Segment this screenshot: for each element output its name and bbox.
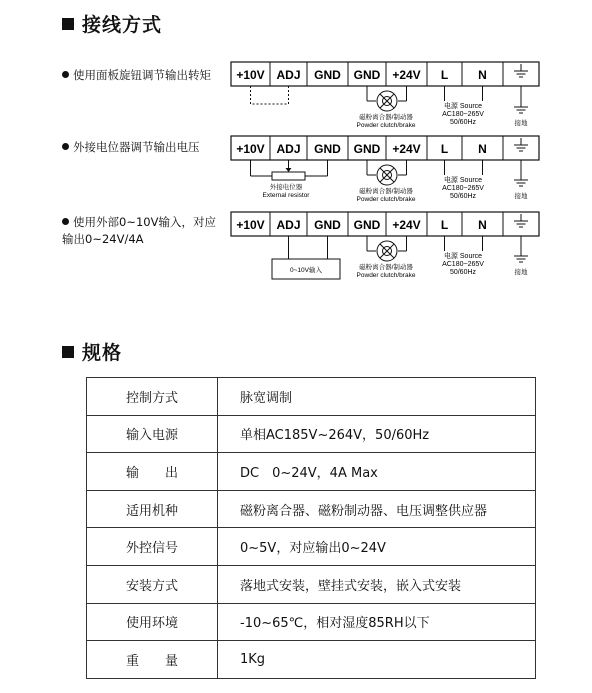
powder-clutch-icon: [377, 165, 397, 185]
table-row: [87, 378, 536, 416]
power-voltage-label: AC180~265V: [442, 111, 484, 118]
ground-icon: [514, 107, 528, 113]
diagram-row-2: [231, 136, 539, 203]
spec-value-cell: 1Kg: [218, 641, 536, 679]
table-row: [87, 490, 536, 528]
wiring-row-3-text-line2: 输出0~24V/4A: [62, 232, 144, 246]
spec-value-cell: 0~5V，对应输出0~24V: [218, 528, 536, 566]
table-row: [87, 603, 536, 641]
spec-key-cell: 安装方式: [87, 565, 218, 603]
spec-key-cell: 外控信号: [87, 528, 218, 566]
terminal-label: L: [440, 218, 449, 232]
load-label-cn: 磁粉离合器/制动器: [359, 188, 413, 195]
wiring-section-title-text: 接线方式: [82, 14, 163, 36]
terminal-label: L: [440, 68, 449, 82]
ground-label: 接地: [514, 120, 528, 127]
power-voltage-label: AC180~265V: [442, 261, 484, 268]
powder-clutch-icon: [377, 241, 397, 261]
terminal-label: +24V: [392, 142, 421, 156]
terminal-label: +24V: [392, 218, 421, 232]
table-row: [87, 641, 536, 679]
external-resistor-label-en: External resistor: [262, 192, 310, 199]
terminal-label: +24V: [392, 68, 421, 82]
spec-key-cell: 重 量: [87, 641, 218, 679]
terminal-label: ADJ: [276, 218, 301, 232]
power-frequency-label: 50/60Hz: [449, 119, 477, 126]
power-voltage-label: AC180~265V: [442, 185, 484, 192]
wiring-row-1-text: 使用面板旋钮调节输出转矩: [73, 68, 211, 82]
terminal-label: ADJ: [276, 68, 301, 82]
power-source-label: 电源 Source: [443, 177, 483, 184]
terminal-label: GND: [353, 68, 381, 82]
table-row: [87, 528, 536, 566]
external-input-label: 0~10V输入: [290, 267, 322, 274]
ground-label: 接地: [514, 193, 528, 200]
diagram-row-1: [231, 62, 539, 129]
terminal-label: +10V: [236, 68, 265, 82]
terminal-label: GND: [314, 68, 341, 82]
wiring-diagrams: [0, 0, 592, 300]
ground-label: 接地: [514, 269, 528, 276]
terminal-label: +10V: [236, 142, 265, 156]
spec-key-cell: 输入电源: [87, 415, 218, 453]
spec-value-cell: 脉宽调制: [218, 378, 536, 416]
diagram-row-3: [231, 212, 539, 279]
ground-icon: [514, 256, 528, 262]
table-row: [87, 415, 536, 453]
table-row: [87, 453, 536, 491]
spec-value-cell: 单相AC185V~264V，50/60Hz: [218, 415, 536, 453]
wiring-row-3-text: 使用外部0~10V输入，对应: [73, 215, 216, 229]
external-resistor-label-cn: 外接电位器: [269, 184, 303, 191]
spec-value-cell: 磁粉离合器、磁粉制动器、电压调整供应器: [218, 490, 536, 528]
spec-section-title-text: 规格: [82, 342, 123, 364]
spec-table: [86, 377, 536, 679]
spec-value-cell: 落地式安装，壁挂式安装，嵌入式安装: [218, 565, 536, 603]
power-source-label: 电源 Source: [443, 103, 483, 110]
terminal-label: GND: [314, 218, 341, 232]
power-frequency-label: 50/60Hz: [449, 193, 477, 200]
terminal-label: N: [478, 68, 487, 82]
terminal-label: GND: [314, 142, 341, 156]
terminal-label: +10V: [236, 218, 265, 232]
table-row: [87, 565, 536, 603]
spec-key-cell: 使用环境: [87, 603, 218, 641]
load-label-en: Powder clutch/brake: [356, 122, 416, 129]
load-label-en: Powder clutch/brake: [356, 272, 416, 279]
spec-section-title: [62, 338, 122, 365]
spec-key-cell: 控制方式: [87, 378, 218, 416]
terminal-label: L: [440, 142, 449, 156]
load-label-cn: 磁粉离合器/制动器: [359, 264, 413, 271]
power-source-label: 电源 Source: [443, 253, 483, 260]
spec-value-cell: -10~65℃，相对湿度85RH以下: [218, 603, 536, 641]
terminal-label: N: [478, 218, 487, 232]
terminal-label: GND: [353, 218, 381, 232]
load-label-cn: 磁粉离合器/制动器: [359, 114, 413, 121]
potentiometer-icon: [272, 160, 305, 180]
wiring-row-2-text: 外接电位器调节输出电压: [73, 140, 200, 154]
terminal-label: GND: [353, 142, 381, 156]
spec-value-cell: DC 0~24V，4A Max: [218, 453, 536, 491]
spec-key-cell: 输 出: [87, 453, 218, 491]
terminal-label: N: [478, 142, 487, 156]
spec-key-cell: 适用机种: [87, 490, 218, 528]
power-frequency-label: 50/60Hz: [449, 269, 477, 276]
powder-clutch-icon: [377, 91, 397, 111]
square-bullet-icon: [62, 346, 74, 358]
ground-icon: [514, 180, 528, 186]
load-label-en: Powder clutch/brake: [356, 196, 416, 203]
terminal-label: ADJ: [276, 142, 301, 156]
